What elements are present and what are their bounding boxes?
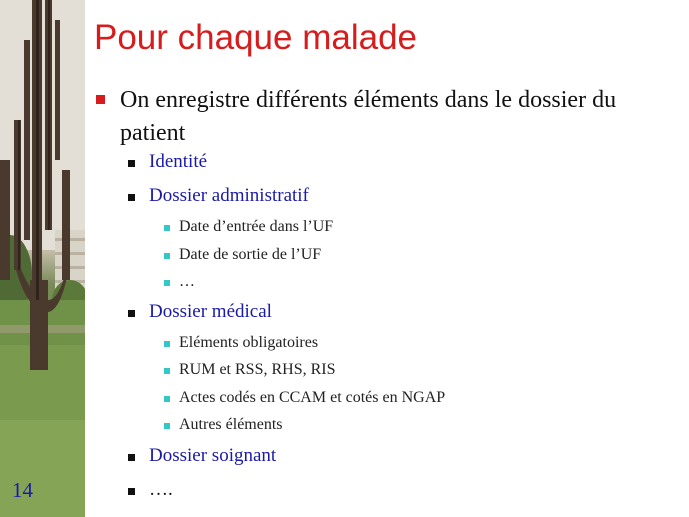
sub-item-date-entree xyxy=(164,218,333,236)
square-bullet-icon xyxy=(164,341,170,347)
slide-title: Pour chaque malade xyxy=(94,18,417,57)
list-item-dossier-soignant xyxy=(128,445,276,467)
square-bullet-icon xyxy=(128,160,135,167)
square-bullet-icon xyxy=(164,225,170,231)
sub-item-label: Date de sortie de l’UF xyxy=(179,246,322,263)
list-item-dossier-administratif xyxy=(128,185,309,207)
sub-item-rum-rss xyxy=(164,361,336,379)
list-item-identite xyxy=(128,151,207,173)
sub-item-label: Date d’entrée dans l’UF xyxy=(179,218,334,235)
slide-number: 14 xyxy=(12,478,33,502)
list-item-label: Dossier administratif xyxy=(149,185,309,206)
list-item-label: Dossier soignant xyxy=(149,445,277,466)
sub-item-label: Actes codés en CCAM et cotés en NGAP xyxy=(179,389,446,406)
main-bullet-text: On enregistre différents éléments dans le dossier du patient xyxy=(120,87,617,146)
list-item-label: Identité xyxy=(149,151,208,172)
square-bullet-icon xyxy=(128,488,135,495)
sub-item-autres-elements xyxy=(164,416,283,434)
sub-item-label: Eléments obligatoires xyxy=(179,334,319,351)
sub-item-label: RUM et RSS, RHS, RIS xyxy=(179,361,336,378)
square-bullet-icon xyxy=(128,454,135,461)
list-item-dossier-medical xyxy=(128,301,272,323)
main-bullet-item xyxy=(94,84,680,150)
square-bullet-icon xyxy=(164,253,170,259)
sub-item-label: Autres éléments xyxy=(179,416,283,433)
sub-item-elements-obligatoires xyxy=(164,334,318,352)
sub-item-date-sortie xyxy=(164,246,321,264)
square-bullet-icon xyxy=(164,423,170,429)
square-bullet-icon xyxy=(128,194,135,201)
square-bullet-icon xyxy=(96,95,105,104)
sculpture-photo xyxy=(0,0,85,517)
list-item-label: Dossier médical xyxy=(149,301,272,322)
list-item-ellipsis xyxy=(128,479,173,501)
sub-item-label: … xyxy=(179,273,195,290)
square-bullet-icon xyxy=(164,396,170,402)
list-item-label: …. xyxy=(149,479,173,500)
slide-content xyxy=(94,84,674,500)
sculpture-photo-graphic xyxy=(0,0,85,517)
sub-item-ellipsis xyxy=(164,273,195,291)
square-bullet-icon xyxy=(164,368,170,374)
square-bullet-icon xyxy=(164,280,170,286)
square-bullet-icon xyxy=(128,310,135,317)
sub-item-actes-codes xyxy=(164,389,445,407)
